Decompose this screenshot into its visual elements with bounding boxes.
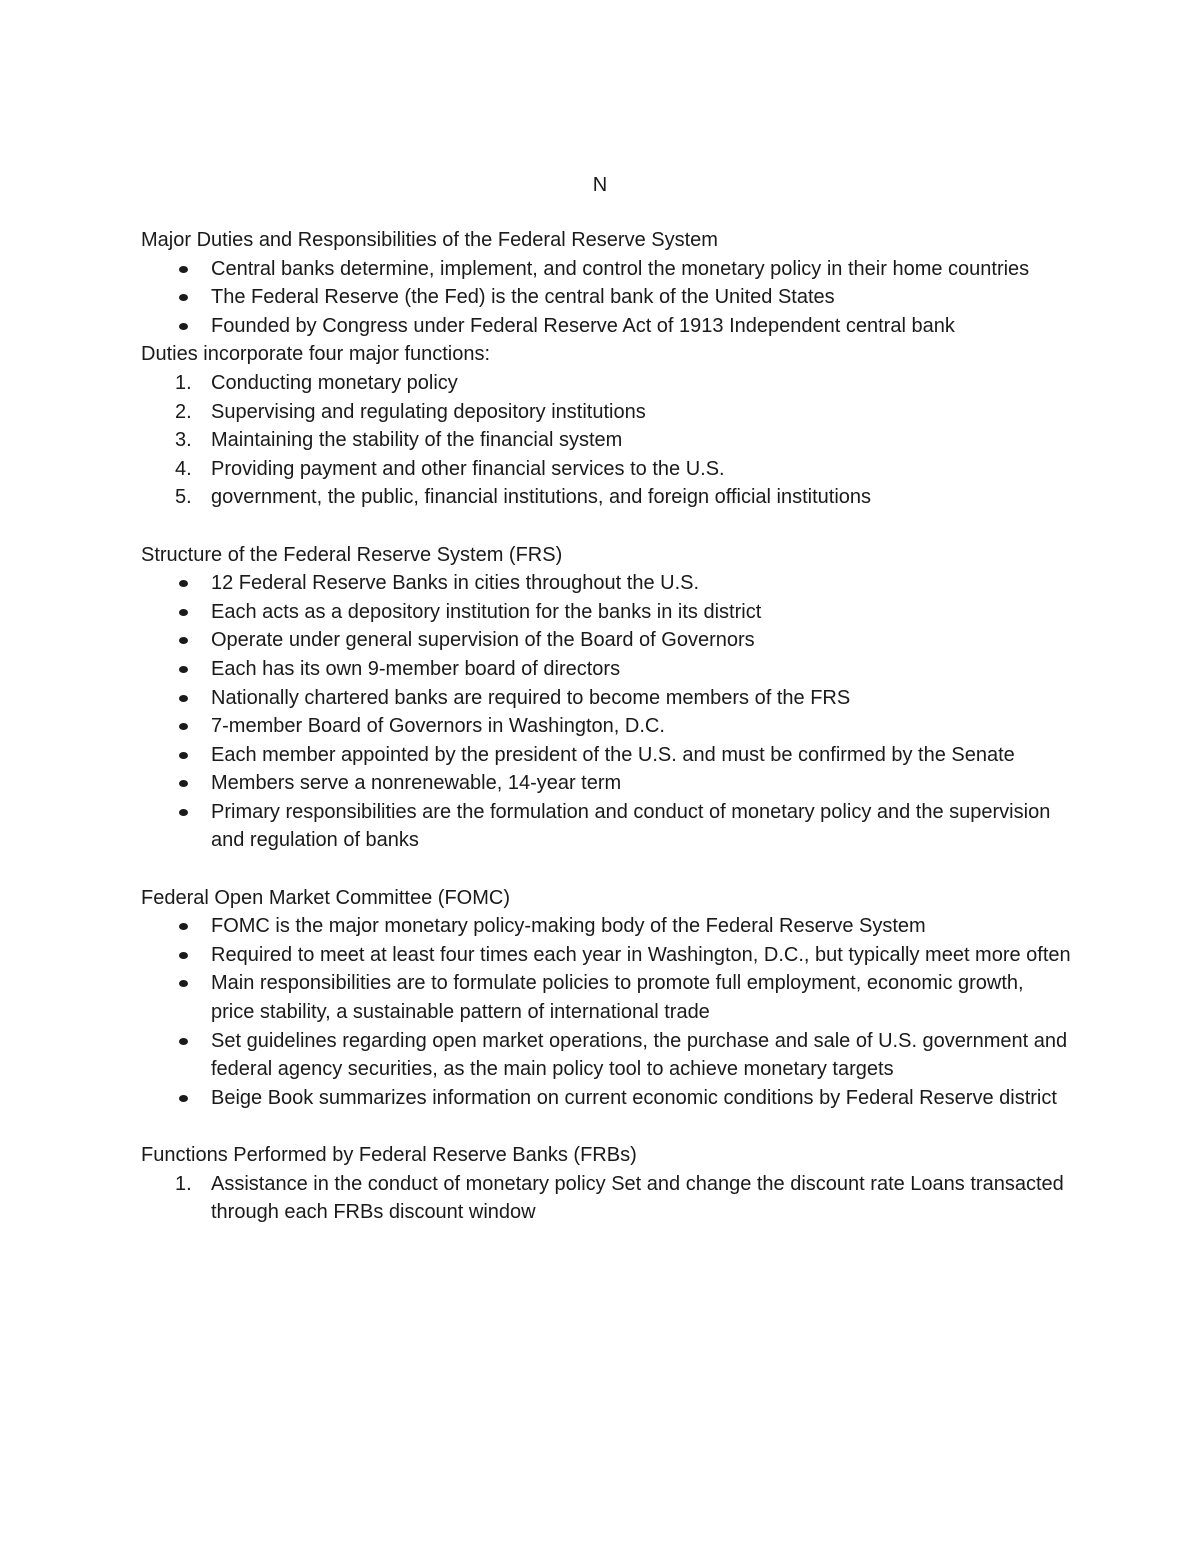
- section-heading: Structure of the Federal Reserve System (FRS): [141, 543, 563, 566]
- section-fomc: [141, 884, 1071, 1113]
- list-item-text: Assistance in the conduct of monetary policy Set and change the discount rate Loans transacted through each FRBs discount window: [211, 1172, 1064, 1224]
- bullet-list: [141, 569, 1071, 855]
- list-item: [141, 969, 1071, 1026]
- list-item: [141, 483, 1071, 512]
- list-number: 5.: [175, 486, 192, 509]
- list-item: [141, 426, 1071, 455]
- paragraph-spacer: [141, 855, 1071, 884]
- list-item: [141, 941, 1071, 970]
- list-item-text: Required to meet at least four times each year in Washington, D.C., but typically meet more often: [211, 943, 1071, 966]
- bullet-icon: [179, 666, 188, 673]
- list-item-text: Nationally chartered banks are required to become members of the FRS: [211, 686, 851, 709]
- section-subheading: Duties incorporate four major functions:: [141, 343, 491, 366]
- paragraph-spacer: [141, 1112, 1071, 1141]
- list-item-text: Primary responsibilities are the formulation and conduct of monetary policy and the supervision and regulation of banks: [211, 800, 1051, 852]
- list-number: 4.: [175, 457, 192, 480]
- list-item: [141, 1027, 1071, 1084]
- list-item-text: Founded by Congress under Federal Reserve Act of 1913 Independent central bank: [211, 314, 955, 337]
- document-body: [141, 226, 1071, 1227]
- bullet-list: [141, 912, 1071, 1112]
- list-item: [141, 741, 1071, 770]
- numbered-list: [141, 369, 1071, 512]
- bullet-icon: [179, 695, 188, 702]
- list-item: [141, 455, 1071, 484]
- bullet-icon: [179, 1095, 188, 1102]
- bullet-icon: [179, 780, 188, 787]
- list-number: 2.: [175, 400, 192, 423]
- list-number: 1.: [175, 1172, 192, 1195]
- list-item: [141, 1084, 1071, 1113]
- list-item-text: Conducting monetary policy: [211, 371, 458, 394]
- section-heading: Functions Performed by Federal Reserve Banks (FRBs): [141, 1144, 637, 1166]
- bullet-icon: [179, 752, 188, 759]
- bullet-icon: [179, 952, 188, 959]
- list-item-text: Central banks determine, implement, and control the monetary policy in their home countries: [211, 257, 1030, 280]
- bullet-icon: [179, 294, 188, 301]
- list-item: [141, 598, 1071, 627]
- bullet-icon: [179, 980, 188, 987]
- list-item-text: FOMC is the major monetary policy-making body of the Federal Reserve System: [211, 915, 926, 938]
- bullet-icon: [179, 809, 188, 816]
- bullet-icon: [179, 609, 188, 616]
- list-item-text: Each member appointed by the president of the U.S. and must be confirmed by the Senate: [211, 743, 1015, 766]
- bullet-icon: [179, 323, 188, 330]
- bullet-list: [141, 255, 1071, 341]
- list-item-text: government, the public, financial institutions, and foreign official institutions: [211, 486, 872, 509]
- list-number: 1.: [175, 371, 192, 394]
- list-item-text: Operate under general supervision of the Board of Governors: [211, 629, 755, 652]
- bullet-icon: [179, 580, 188, 587]
- list-item-text: Supervising and regulating depository institutions: [211, 400, 646, 423]
- list-item: [141, 1170, 1071, 1227]
- numbered-list: [141, 1170, 1071, 1227]
- bullet-icon: [179, 266, 188, 273]
- list-item: [141, 312, 1071, 341]
- list-item: [141, 283, 1071, 312]
- list-item-text: The Federal Reserve (the Fed) is the central bank of the United States: [211, 286, 835, 309]
- bullet-icon: [179, 1038, 188, 1045]
- list-item: [141, 369, 1071, 398]
- list-item-text: Each acts as a depository institution for the banks in its district: [211, 600, 762, 623]
- list-item: [141, 684, 1071, 713]
- list-item-text: 7-member Board of Governors in Washington, D.C.: [211, 715, 665, 738]
- list-item-text: Beige Book summarizes information on current economic conditions by Federal Reserve district: [211, 1086, 1057, 1109]
- bullet-icon: [179, 723, 188, 730]
- section-frb-functions: [141, 1141, 1071, 1227]
- list-item: [141, 569, 1071, 598]
- list-item-text: Maintaining the stability of the financial system: [211, 429, 623, 452]
- section-heading: Federal Open Market Committee (FOMC): [141, 886, 510, 909]
- list-item-text: Main responsibilities are to formulate policies to promote full employment, economic growth, price stability, a sustainable pattern of international trade: [211, 972, 1024, 1024]
- list-item: [141, 912, 1071, 941]
- page-title: N: [592, 174, 608, 196]
- list-item-text: 12 Federal Reserve Banks in cities throughout the U.S.: [211, 572, 700, 595]
- list-item: [141, 798, 1071, 855]
- bullet-icon: [179, 637, 188, 644]
- paragraph-spacer: [141, 512, 1071, 541]
- list-item: [141, 769, 1071, 798]
- list-item: [141, 398, 1071, 427]
- list-item-text: Each has its own 9-member board of directors: [211, 657, 621, 680]
- list-item-text: Members serve a nonrenewable, 14-year term: [211, 772, 622, 795]
- list-item: [141, 712, 1071, 741]
- bullet-icon: [179, 923, 188, 930]
- list-item-text: Providing payment and other financial services to the U.S.: [211, 457, 725, 480]
- list-item-text: Set guidelines regarding open market operations, the purchase and sale of U.S. government and federal agency securities, as the main policy tool to achieve monetary targets: [211, 1029, 1068, 1081]
- list-number: 3.: [175, 429, 192, 452]
- list-item: [141, 255, 1071, 284]
- section-structure: [141, 541, 1071, 856]
- section-heading: Major Duties and Responsibilities of the Federal Reserve System: [141, 229, 718, 251]
- section-major-duties: [141, 226, 1071, 512]
- list-item: [141, 626, 1071, 655]
- list-item: [141, 655, 1071, 684]
